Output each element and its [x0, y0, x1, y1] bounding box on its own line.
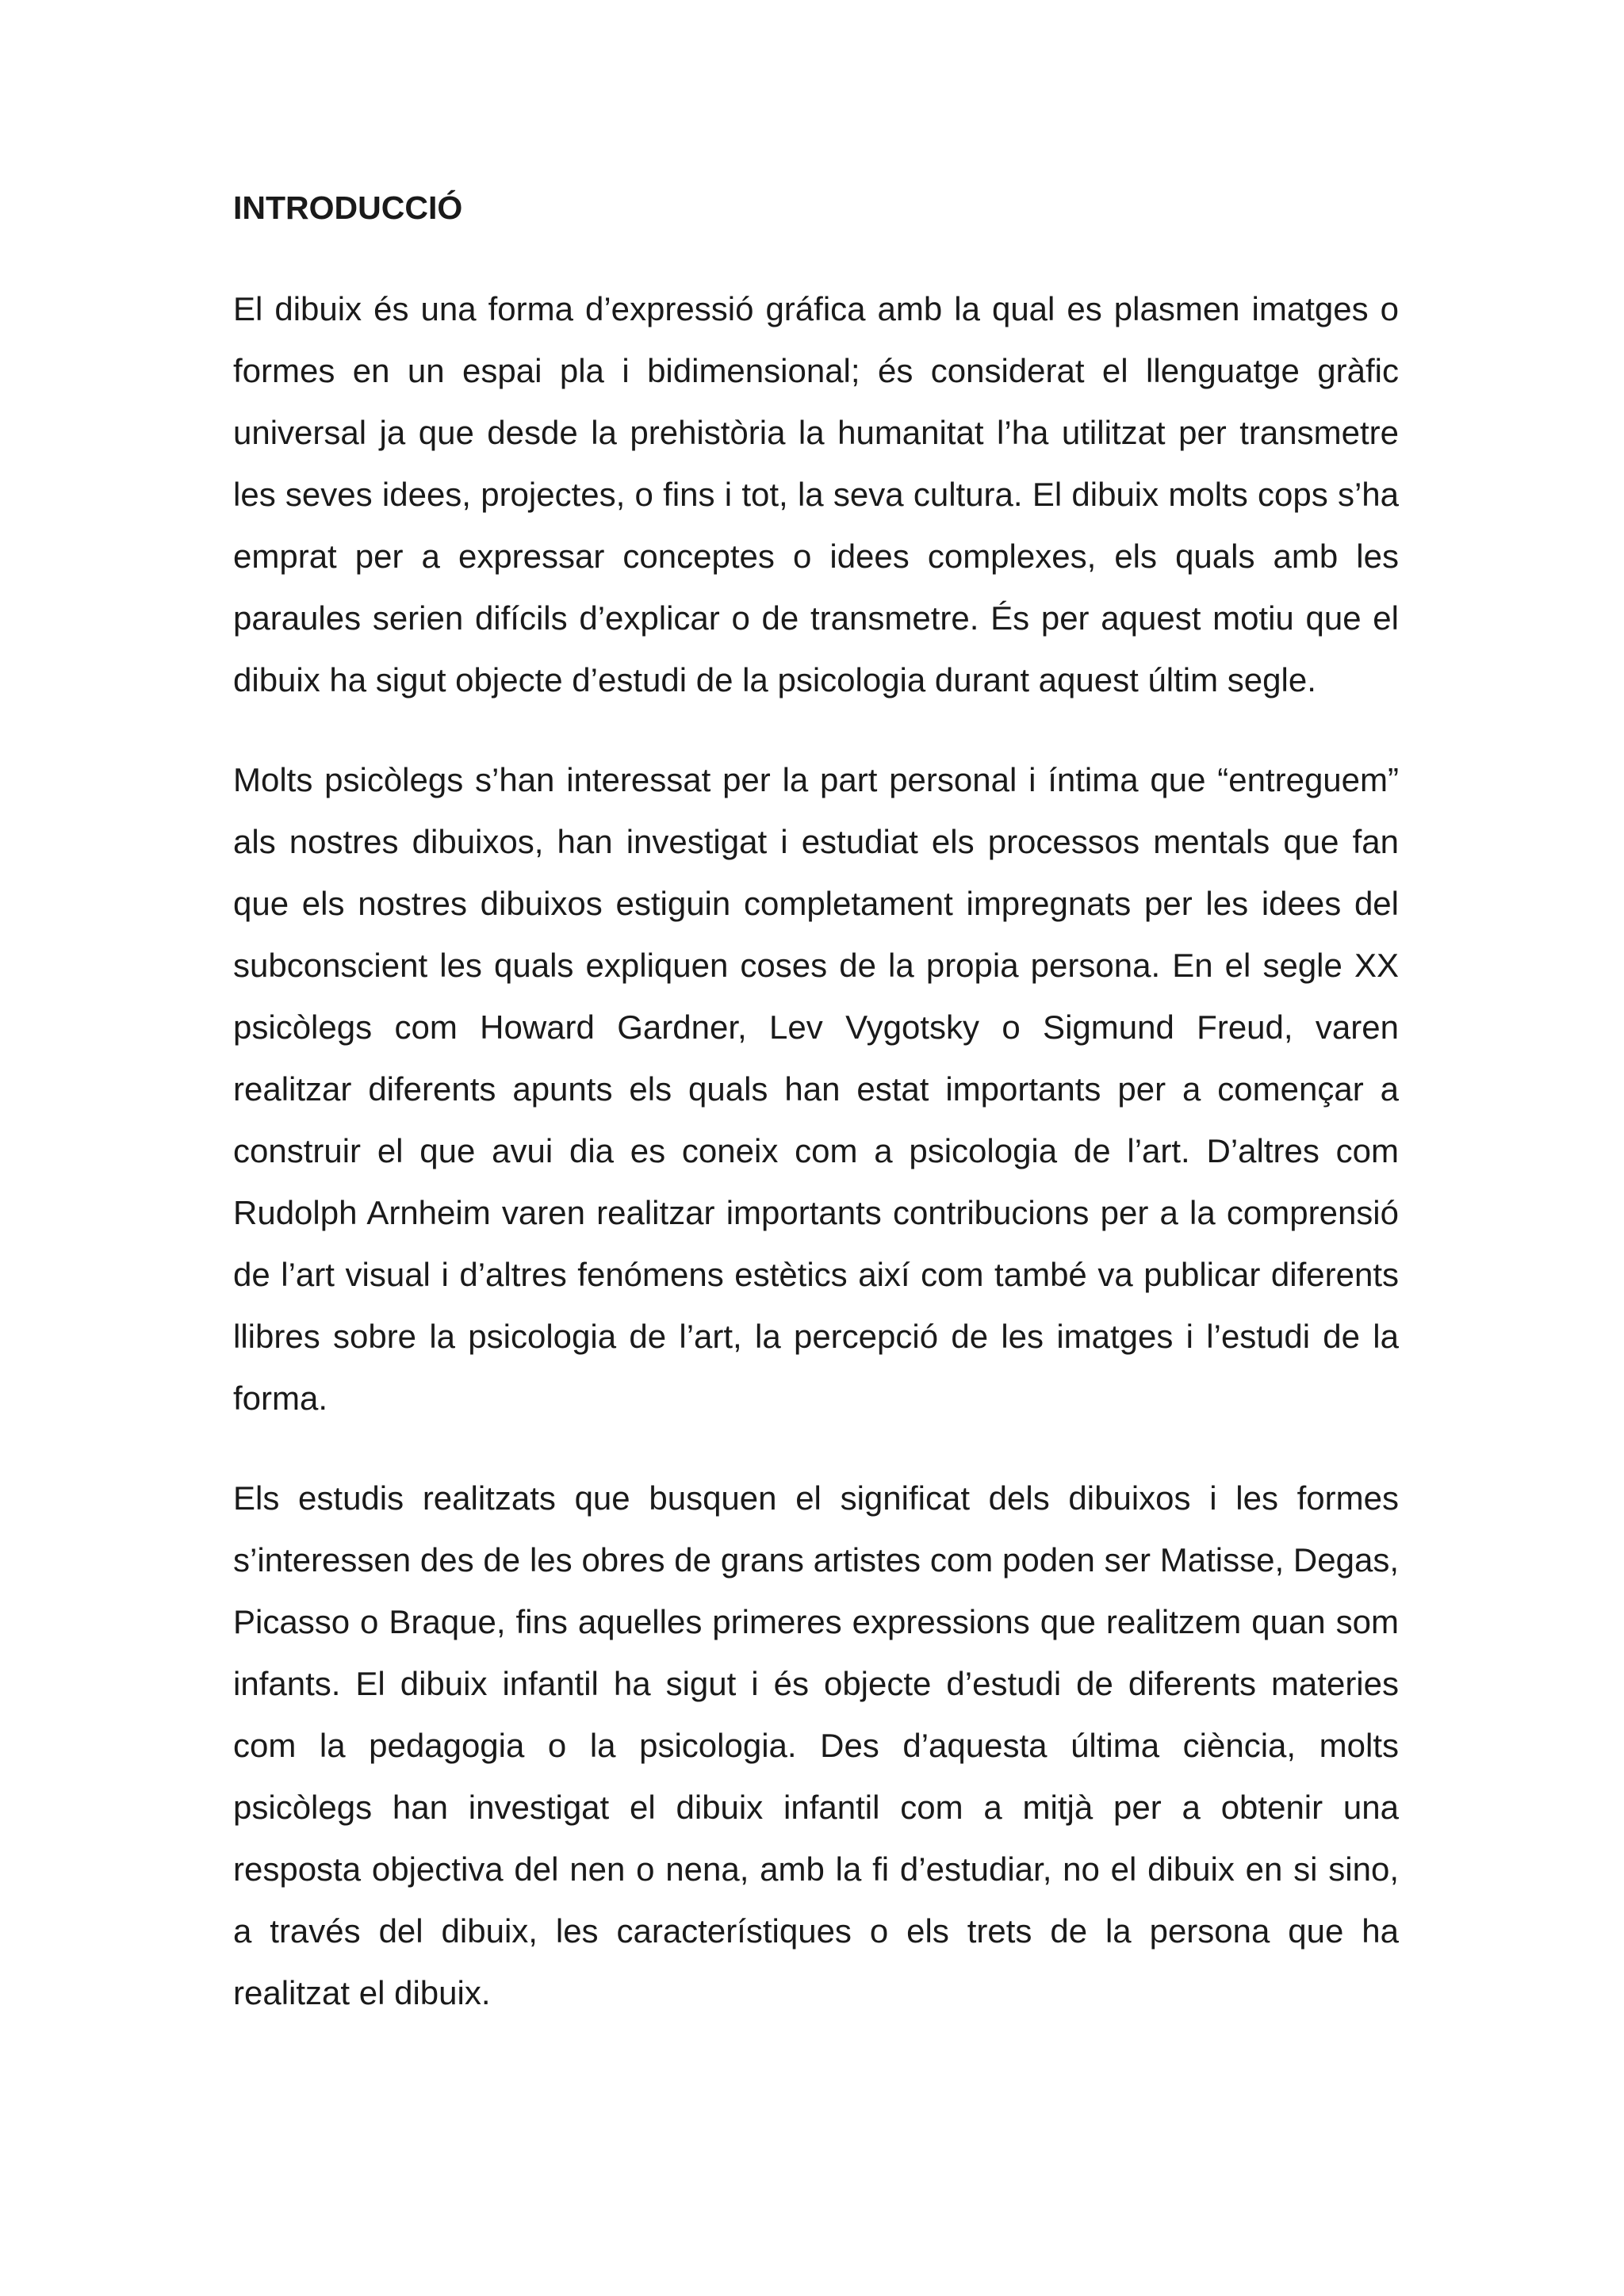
paragraph-2: Molts psicòlegs s’han interessat per la part personal i íntima que “entreguem” als nostres dibuixos, han investigat i estudiat els processos mentals que fan que els nostres dibuixos estiguin completament impregnats per les idees del subconscient les quals expliquen coses de la propia persona. En el segle XX psicòlegs com Howard Gardner, Lev Vygotsky o Sigmund Freud, varen realitzar diferents apunts els quals han estat importants per a començar a construir el que avui dia es coneix com a psicologia de l’art. D’altres com Rudolph Arnheim varen realitzar importants contribucions per a la comprensió de l’art visual i d’altres fenómens estètics així com també va publicar diferents llibres sobre la psicologia de l’art, la percepció de les imatges i l’estudi de la forma. [233, 761, 1399, 1418]
paragraph-1: El dibuix és una forma d’expressió gráfica amb la qual es plasmen imatges o formes en un espai pla i bidimensional; és considerat el llenguatge gràfic universal ja que desde la prehistòria la humanitat l’ha utilitzat per transmetre les seves idees, projectes, o fins i tot, la seva cultura. El dibuix molts cops s’ha emprat per a expressar conceptes o idees complexes, els quals amb les paraules serien difícils d’explicar o de transmetre. És per aquest motiu que el dibuix ha sigut objecte d’estudi de la psicologia durant aquest últim segle. [233, 290, 1399, 699]
paragraph-3: Els estudis realitzats que busquen el significat dels dibuixos i les formes s’interessen des de les obres de grans artistes com poden ser Matisse, Degas, Picasso o Braque, fins aquelles primeres expressions que realitzem quan som infants. El dibuix infantil ha sigut i és objecte d’estudi de diferents materies com la pedagogia o la psicologia. Des d’aquesta última ciència, molts psicòlegs han investigat el dibuix infantil com a mitjà per a obtenir una resposta objectiva del nen o nena, amb la fi d’estudiar, no el dibuix en si sino, a través del dibuix, les característiques o els trets de la persona que ha realitzat el dibuix. [233, 1479, 1399, 2012]
section-title: INTRODUCCIÓ [233, 189, 463, 226]
document-body [233, 187, 1399, 2062]
